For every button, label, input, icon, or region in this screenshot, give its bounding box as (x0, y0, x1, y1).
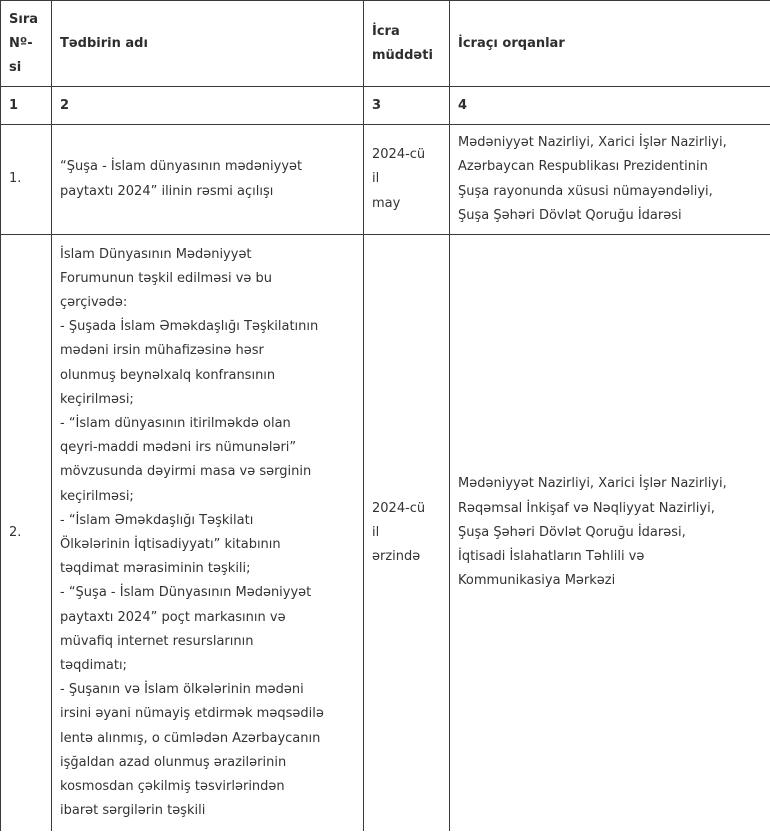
header-sequence-number: Sıra Nº- si (1, 1, 52, 87)
table-row (1, 125, 770, 235)
execution-period-cell: 2024-cü il ərzində (364, 235, 450, 832)
column-numbering-row (1, 87, 770, 125)
header-executors: İcraçı orqanlar (450, 1, 770, 87)
header-execution-period: İcra müddəti (364, 1, 450, 87)
table-header-row (1, 1, 770, 87)
column-number: 1 (1, 87, 52, 125)
table-row (1, 235, 770, 832)
event-name-cell: “Şuşa - İslam dünyasının mədəniyyət paytaxtı 2024” ilinin rəsmi açılışı (52, 125, 364, 235)
column-number: 3 (364, 87, 450, 125)
column-number: 2 (52, 87, 364, 125)
execution-period-cell: 2024-cü il may (364, 125, 450, 235)
row-number: 2. (1, 235, 52, 832)
row-number: 1. (1, 125, 52, 235)
header-event-name: Tədbirin adı (52, 1, 364, 87)
event-name-cell: İslam Dünyasının Mədəniyyət Forumunun təşkil edilməsi və bu çərçivədə: - Şuşada İslam Əməkdaşlığı Təşkilatının mədəni irsin mühafizəsinə həsr olunmuş beynəlxalq konfransının keçirilməsi; - “İslam dünyasının itirilməkdə olan qeyri-maddi mədəni irs nümunələri” mövzusunda dəyirmi masa və sərginin keçirilməsi; - “İslam Əməkdaşlığı Təşkilatı Ölkələrinin İqtisadiyyatı” kitabının təqdimat mərasiminin təşkili; - “Şuşa - İslam Dünyasının Mədəniyyət paytaxtı 2024” poçt markasının və müvafiq internet resurslarının təqdimatı; - Şuşanın və İslam ölkələrinin mədəni irsini əyani nümayiş etdirmək məqsədilə lentə alınmış, o cümlədən Azərbaycanın işğaldan azad olunmuş ərazilərinin kosmosdan çəkilmiş təsvirlərindən ibarət sərgilərin təşkili (52, 235, 364, 832)
executors-cell: Mədəniyyət Nazirliyi, Xarici İşlər Nazirliyi, Azərbaycan Respublikası Prezidentinin Şuşa rayonunda xüsusi nümayəndəliyi, Şuşa Şəhəri Dövlət Qoruğu İdarəsi (450, 125, 770, 235)
executors-cell: Mədəniyyət Nazirliyi, Xarici İşlər Nazirliyi, Rəqəmsal İnkişaf və Nəqliyyat Nazirliyi, Şuşa Şəhəri Dövlət Qoruğu İdarəsi, İqtisadi İslahatların Təhlili və Kommunikasiya Mərkəzi (450, 235, 770, 832)
column-number: 4 (450, 87, 770, 125)
